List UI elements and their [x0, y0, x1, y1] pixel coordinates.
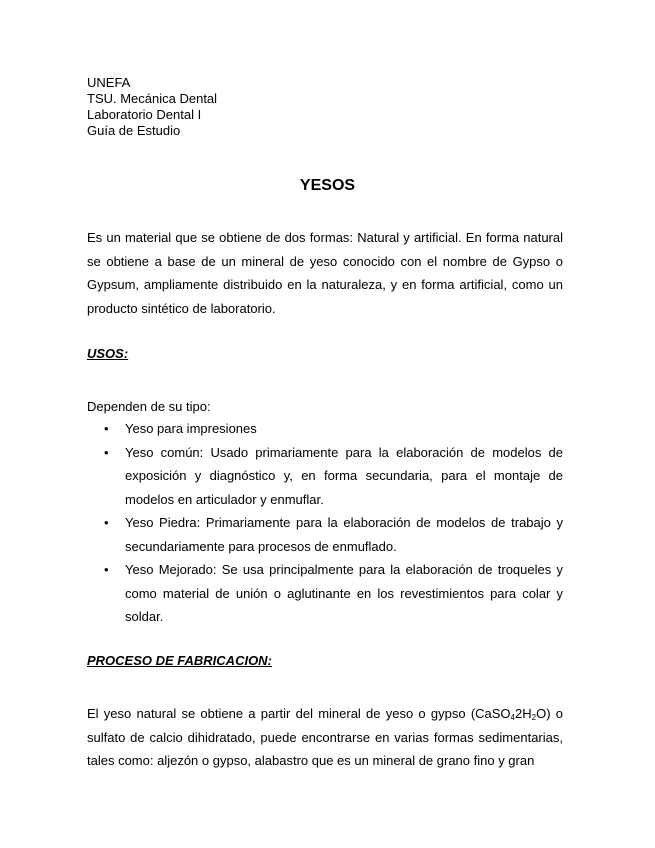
proceso-text-start: El yeso natural se obtiene a partir del mineral de yeso o gypso (CaSO: [87, 706, 511, 721]
document-header: [87, 75, 217, 139]
usos-lead: Dependen de su tipo:: [87, 399, 211, 414]
header-program: TSU. Mecánica Dental: [87, 91, 218, 106]
usos-heading: USOS:: [87, 346, 129, 361]
list-item-text: Yeso para impresiones: [125, 421, 257, 436]
list-item: [87, 417, 563, 441]
page-title: YESOS: [299, 177, 356, 194]
bullet-icon: •: [104, 562, 109, 577]
formula-mid: 2H: [515, 706, 532, 721]
header-institution: UNEFA: [87, 75, 131, 90]
proceso-paragraph: [87, 702, 563, 773]
proceso-text-end: O) o sulfato de calcio dihidratado, puede encontrarse en varias formas sedimentarias, tales como: aljezón o gypso, alabastro que es un mineral de grano fino y gran: [87, 706, 563, 768]
header-course: Laboratorio Dental I: [87, 107, 202, 122]
list-item-text: Yeso Mejorado: Se usa principalmente para la elaboración de troqueles y como material de unión o aglutinante en los revestimientos para colar y soldar.: [125, 562, 563, 624]
list-item: [87, 441, 563, 512]
list-item: [87, 558, 563, 629]
list-item: [87, 511, 563, 558]
intro-paragraph: Es un material que se obtiene de dos formas: Natural y artificial. En forma natural se obtiene a base de un mineral de yeso conocido con el nombre de Gypso o Gypsum, ampliamente distribuido en la naturaleza, y en forma artificial, como un producto sintético de laboratorio.: [87, 230, 563, 316]
bullet-icon: •: [104, 515, 109, 530]
header-doc-type: Guía de Estudio: [87, 123, 181, 138]
bullet-icon: •: [104, 421, 109, 436]
bullet-icon: •: [104, 444, 109, 460]
list-item-text: Yeso Piedra: Primariamente para la elaboración de modelos de trabajo y secundariamente para procesos de enmuflado.: [125, 515, 563, 554]
usos-list: [87, 417, 563, 629]
formula-subscript-4: 4: [510, 713, 515, 722]
proceso-heading: PROCESO DE FABRICACION:: [87, 653, 272, 668]
formula-subscript-2: 2: [531, 713, 537, 722]
list-item-text: Yeso común: Usado primariamente para la elaboración de modelos de exposición y diagnóstico y, en forma secundaria, para el montaje de modelos en articulador y enmuflar.: [125, 444, 563, 507]
